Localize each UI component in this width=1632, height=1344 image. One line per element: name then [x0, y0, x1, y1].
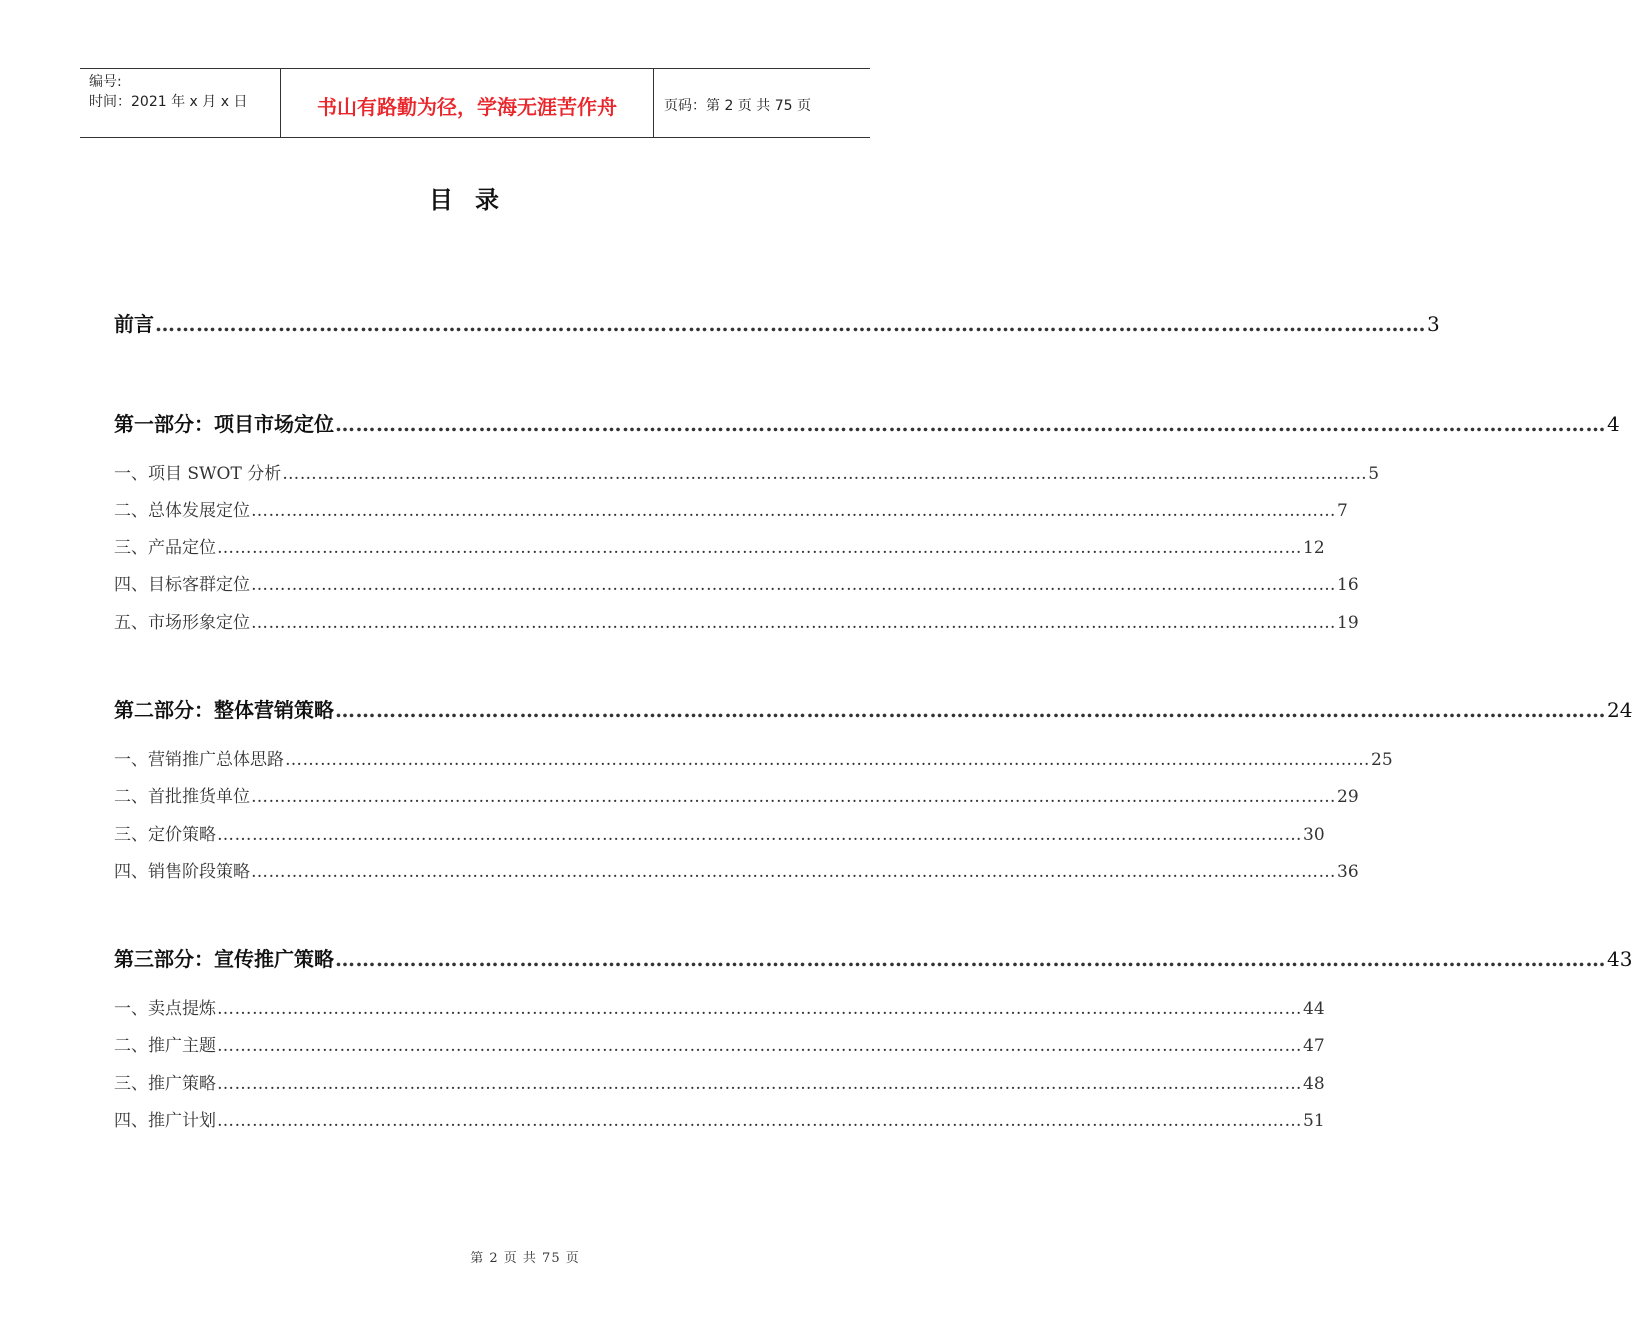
header-motto: 书山有路勤为径，学海无涯苦作舟: [281, 69, 654, 137]
toc-leader-dots: ……………………………………………………………………………………………………………………………………………………………………: [251, 501, 1336, 521]
toc-entry-promo-theme[interactable]: [114, 1031, 1325, 1056]
document-title: 目录: [429, 186, 521, 214]
toc-leader-dots: ……………………………………………………………………………………………………………………………………………………………………: [285, 750, 1370, 770]
toc-entry-label: 前言: [114, 312, 154, 336]
toc-entry-part-2[interactable]: [114, 694, 1632, 723]
toc-entry-page: 25: [1371, 750, 1393, 770]
toc-entry-target-customers[interactable]: [114, 570, 1359, 595]
toc-entry-page: 48: [1303, 1074, 1325, 1094]
toc-leader-dots: ……………………………………………………………………………………………………………………………………………………………………: [335, 947, 1606, 971]
toc-leader-dots: ……………………………………………………………………………………………………………………………………………………………………: [251, 862, 1336, 882]
toc-leader-dots: ……………………………………………………………………………………………………………………………………………………………………: [217, 999, 1302, 1019]
toc-entry-label: 一、卖点提炼: [114, 999, 216, 1019]
toc-entry-page: 7: [1337, 501, 1348, 521]
toc-leader-dots: ……………………………………………………………………………………………………………………………………………………………………: [217, 825, 1302, 845]
toc-leader-dots: ……………………………………………………………………………………………………………………………………………………………………: [251, 575, 1336, 595]
toc-entry-marketing-approach[interactable]: [114, 745, 1393, 770]
toc-entry-page: 47: [1303, 1036, 1325, 1056]
toc-entry-page: 24: [1607, 698, 1632, 722]
toc-entry-label: 第三部分：宣传推广策略: [114, 947, 334, 971]
toc-entry-label: 四、目标客群定位: [114, 575, 250, 595]
toc-entry-label: 一、项目 SWOT 分析: [114, 464, 282, 484]
toc-entry-page: 16: [1337, 575, 1359, 595]
toc-entry-page: 43: [1607, 947, 1632, 971]
toc-entry-label: 二、总体发展定位: [114, 501, 250, 521]
toc-leader-dots: ……………………………………………………………………………………………………………………………………………………………………: [335, 698, 1606, 722]
toc-entry-page: 12: [1303, 538, 1325, 558]
toc-leader-dots: ……………………………………………………………………………………………………………………………………………………………………: [217, 1036, 1302, 1056]
toc-entry-first-units[interactable]: [114, 782, 1359, 807]
header-page-info: 页码：第 2 页 共 75 页: [664, 98, 811, 114]
toc-entry-part-1[interactable]: [114, 408, 1620, 437]
page-footer: 第 2 页 共 75 页: [470, 1251, 580, 1266]
toc-entry-pricing[interactable]: [114, 820, 1325, 845]
toc-leader-dots: ……………………………………………………………………………………………………………………………………………………………………: [251, 613, 1336, 633]
toc-entry-product[interactable]: [114, 533, 1325, 558]
toc-leader-dots: ……………………………………………………………………………………………………………………………………………………………………: [251, 787, 1336, 807]
toc-entry-preface[interactable]: [114, 308, 1440, 337]
toc-entry-label: 二、首批推货单位: [114, 787, 250, 807]
toc-entry-label: 第二部分：整体营销策略: [114, 698, 334, 722]
toc-leader-dots: ……………………………………………………………………………………………………………………………………………………………………: [217, 1111, 1302, 1131]
toc-entry-label: 四、销售阶段策略: [114, 862, 250, 882]
toc-entry-promo-plan[interactable]: [114, 1106, 1325, 1131]
toc-entry-label: 一、营销推广总体思路: [114, 750, 284, 770]
toc-entry-page: 19: [1337, 613, 1359, 633]
toc-leader-dots: ……………………………………………………………………………………………………………………………………………………………………: [217, 1074, 1302, 1094]
toc-entry-label: 四、推广计划: [114, 1111, 216, 1131]
toc-entry-market-image[interactable]: [114, 608, 1359, 633]
toc-entry-page: 36: [1337, 862, 1359, 882]
time-label: 时间：2021 年 x 月 x 日: [89, 94, 248, 110]
toc-entry-label: 三、定价策略: [114, 825, 216, 845]
toc-entry-page: 5: [1368, 464, 1380, 484]
toc-entry-swot[interactable]: [114, 459, 1380, 484]
toc-entry-page: 30: [1303, 825, 1325, 845]
toc-entry-label: 二、推广主题: [114, 1036, 216, 1056]
toc-leader-dots: ……………………………………………………………………………………………………………………………………………………………………: [335, 412, 1606, 436]
toc-entry-page: 3: [1427, 312, 1440, 336]
toc-entry-label: 第一部分：项目市场定位: [114, 412, 334, 436]
toc-entry-promo-strategy[interactable]: [114, 1069, 1325, 1094]
toc-entry-page: 4: [1607, 412, 1620, 436]
code-label: 编号:: [89, 74, 122, 90]
toc-leader-dots: ……………………………………………………………………………………………………………………………………………………………………: [155, 312, 1426, 336]
toc-entry-selling-points[interactable]: [114, 994, 1325, 1019]
toc-entry-page: 29: [1337, 787, 1359, 807]
toc-leader-dots: ……………………………………………………………………………………………………………………………………………………………………: [282, 464, 1368, 484]
toc-entry-sales-stages[interactable]: [114, 857, 1359, 882]
header-meta: [80, 69, 281, 137]
toc-entry-label: 五、市场形象定位: [114, 613, 250, 633]
toc-entry-label: 三、推广策略: [114, 1074, 216, 1094]
toc-entry-page: 44: [1303, 999, 1325, 1019]
toc-entry-label: 三、产品定位: [114, 538, 216, 558]
page-header: [80, 68, 870, 138]
toc-leader-dots: ……………………………………………………………………………………………………………………………………………………………………: [217, 538, 1302, 558]
toc-entry-part-3[interactable]: [114, 943, 1632, 972]
toc-entry-page: 51: [1303, 1111, 1325, 1131]
toc-entry-development[interactable]: [114, 496, 1348, 521]
